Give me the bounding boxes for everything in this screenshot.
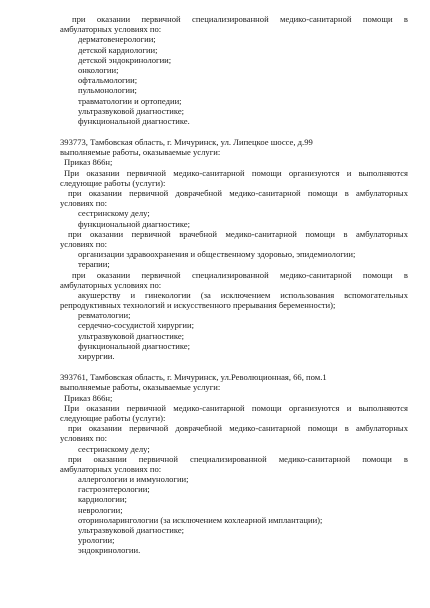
paragraph-line: условиях по:: [60, 238, 108, 249]
list-item: сердечно-сосудистой хирургии;: [78, 320, 195, 331]
list-item: аллергологии и иммунологии;: [78, 474, 189, 485]
list-item: детской эндокринологии;: [78, 54, 172, 65]
works-label: выполняемые работы, оказываемые услуги:: [60, 382, 221, 393]
list-item: дерматовенерологии;: [78, 34, 156, 45]
list-item: урологии;: [78, 535, 115, 546]
list-item: ультразвуковой диагностике;: [78, 525, 185, 535]
list-item: терапии;: [78, 259, 110, 270]
list-item: хирургии.: [78, 351, 115, 361]
list-item-continuation: репродуктивных технологий и искусственного прерывания беременности);: [60, 300, 336, 311]
list-item: функциональной диагностике;: [78, 340, 191, 351]
list-item: сестринскому делу;: [78, 208, 150, 219]
paragraph-line: При оказании первичной медико-санитарной помощи организуются и выполняются: [64, 402, 408, 413]
paragraph-line: амбулаторных условиях по:: [60, 24, 162, 35]
list-item: ультразвуковой диагностике;: [78, 105, 185, 116]
paragraph-line: при оказании первичной доврачебной медико-санитарной помощи в амбулаторных: [68, 188, 408, 198]
paragraph-line: условиях по:: [60, 198, 108, 209]
paragraph-line: условиях по:: [60, 433, 108, 444]
paragraph-line: при оказании первичной специализированной медико-санитарной помощи в: [72, 14, 408, 24]
list-item: кардиологии;: [78, 494, 127, 505]
paragraph-line: при оказании первичной специализированной медико-санитарной помощи в: [72, 269, 408, 280]
order-reference: Приказ 866н;: [64, 157, 113, 168]
list-item: функциональной диагностике;: [78, 218, 191, 229]
paragraph-line: при оказании первичной врачебной медико-санитарной помощи в амбулаторных: [68, 228, 408, 239]
list-item: гастроэнтерологии;: [78, 484, 150, 495]
paragraph-line: при оказании первичной доврачебной медико-санитарной помощи в амбулаторных: [68, 423, 408, 434]
list-item: функциональной диагностике.: [78, 115, 190, 126]
works-label: выполняемые работы, оказываемые услуги:: [60, 147, 221, 158]
address-line: 393761, Тамбовская область, г. Мичуринск, ул.Революционная, 66, пом.1: [60, 372, 327, 383]
paragraph-line: следующие работы (услуги):: [60, 177, 166, 188]
section-address-revolyutsionnaya: [60, 372, 408, 555]
list-item: эндокринологии.: [78, 545, 141, 556]
list-item: сестринскому делу;: [78, 443, 150, 454]
list-item: неврологии;: [78, 504, 123, 515]
address-line: 393773, Тамбовская область, г. Мичуринск, ул. Липецкое шоссе, д.99: [60, 137, 313, 148]
list-item: оториноларингологии (за исключением кохлеарной имплантации);: [78, 514, 323, 525]
paragraph-line: амбулаторных условиях по:: [60, 279, 162, 290]
list-item: онкологии;: [78, 64, 119, 75]
order-reference: Приказ 866н;: [64, 392, 113, 403]
list-item: организации здравоохранения и общественному здоровью, эпидемиологии;: [78, 249, 356, 260]
paragraph-line: следующие работы (услуги):: [60, 412, 166, 423]
paragraph-line: амбулаторных условиях по:: [60, 463, 162, 474]
list-item: ревматологии;: [78, 310, 131, 321]
list-item: офтальмологии;: [78, 75, 138, 86]
list-item: акушерству и гинекологии (за исключением использования вспомогательных: [78, 289, 408, 300]
list-item: ультразвуковой диагностике;: [78, 330, 185, 341]
paragraph-line: при оказании первичной специализированной медико-санитарной помощи в: [68, 453, 408, 464]
list-item: детской кардиологии;: [78, 44, 158, 55]
list-item: травматологии и ортопедии;: [78, 95, 182, 106]
section-address-lipetskoe: [60, 137, 408, 361]
list-item: пульмонологии;: [78, 85, 137, 96]
section-specialized-care: [60, 14, 408, 126]
paragraph-line: При оказании первичной медико-санитарной помощи организуются и выполняются: [64, 167, 408, 178]
